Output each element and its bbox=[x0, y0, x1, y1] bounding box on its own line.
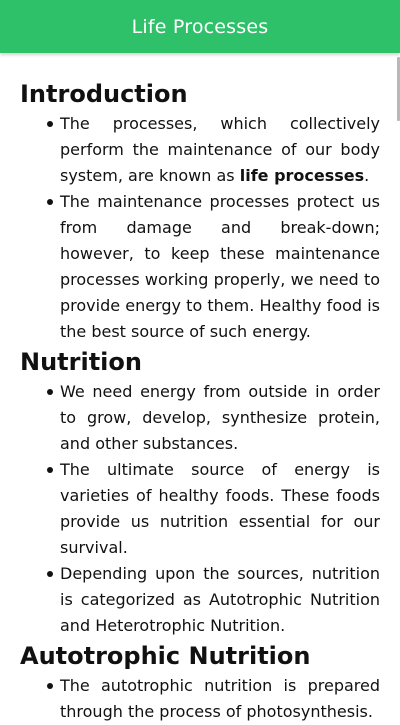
section-autotrophic-nutrition bbox=[0, 641, 400, 725]
list-item: The maintenance processes protect us from damage and break-down; however, to keep these maintenance processes working properly, we need to provide energy to them. Healthy food is the best source of such energy. bbox=[60, 189, 380, 345]
list-item: We need energy from outside in order to grow, develop, synthesize protein, and other substances. bbox=[60, 379, 380, 457]
list-item: The autotrophic nutrition is prepared through the process of photosynthesis. bbox=[60, 673, 380, 725]
list-item: The ultimate source of energy is varieties of healthy foods. These foods provide us nutrition essential for our survival. bbox=[60, 457, 380, 561]
section-heading: Autotrophic Nutrition bbox=[20, 642, 311, 670]
article-content[interactable] bbox=[0, 53, 400, 721]
item-text-end: . bbox=[364, 166, 370, 185]
section-heading: Introduction bbox=[20, 80, 188, 108]
section-heading: Nutrition bbox=[20, 348, 142, 376]
bold-term: life processes bbox=[239, 166, 365, 185]
list-item bbox=[60, 111, 380, 189]
section-introduction bbox=[0, 79, 400, 345]
bullet-list bbox=[0, 111, 400, 345]
page-title: Life Processes bbox=[131, 15, 269, 38]
list-item: Depending upon the sources, nutrition is categorized as Autotrophic Nutrition and Heterotrophic Nutrition. bbox=[60, 561, 380, 639]
bullet-list bbox=[0, 673, 400, 725]
section-nutrition bbox=[0, 347, 400, 639]
item-text: The processes, which collectively perform the maintenance of our body system, are known as bbox=[60, 114, 380, 185]
app-bar bbox=[0, 0, 400, 53]
bullet-list bbox=[0, 379, 400, 639]
